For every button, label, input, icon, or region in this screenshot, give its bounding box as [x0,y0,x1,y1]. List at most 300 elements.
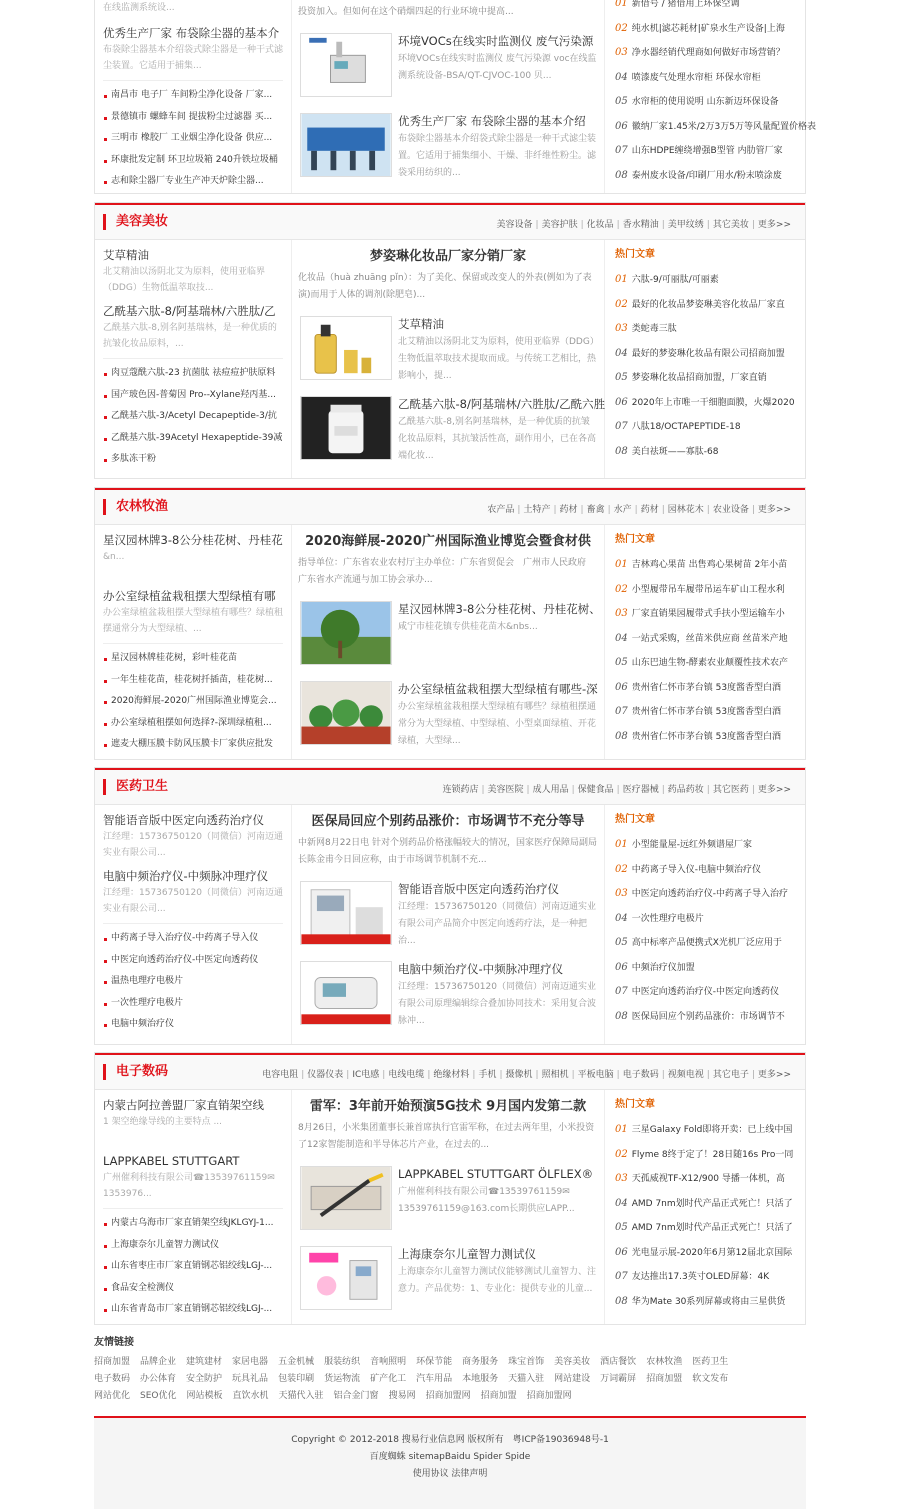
category-section [94,767,806,1045]
hot-list [615,553,797,749]
friend-link[interactable]: 万词霸屏 [600,1374,637,1384]
section-header [95,1053,805,1090]
section-col-right [605,1090,805,1324]
hot-item-text: 天孤威视TF-X12/900 导播一体机，高 [631,1174,785,1184]
hot-item-text: 友达推出17.3英寸OLED屏幕：4K [631,1272,770,1282]
article-title[interactable]: 星汉园林牌3-8公分桂花树、丹桂花树、 [398,602,601,616]
section-title[interactable]: 农林牧渔 [103,499,168,515]
hot-item[interactable] [615,833,797,858]
hot-item[interactable] [615,90,797,115]
section-col-mid [291,240,605,478]
hot-item[interactable] [615,882,797,907]
hot-list [615,1118,797,1314]
hot-item[interactable] [615,115,816,140]
friend-link[interactable]: 农林牧渔 [646,1357,683,1367]
hot-item-text: 新借号 / 猪借用上环保空调 [631,0,740,9]
article-title[interactable]: LAPPKABEL STUTTGART ÖLFLEX® [398,1167,594,1181]
section-nav-link[interactable]: 视频电视 [667,1070,704,1080]
nav-separator: | [607,505,611,515]
article-desc: 上海康奈尔儿童智力测试仪能够测试儿童智力、注意力。产品优势：1、专业化：提供专业的儿童... [398,1267,597,1294]
friend-link[interactable]: 医药卫生 [692,1357,729,1367]
friend-link[interactable]: 软文发布 [692,1374,729,1384]
hot-item[interactable] [615,858,797,883]
hot-item-text: 医保局回应个别药品涨价：市场调节不 [631,1011,785,1022]
hot-item-text: AMD 7nm划时代产品正式死亡！只活了 [631,1198,793,1209]
friend-link[interactable]: 玩具礼品 [232,1374,269,1384]
section-nav-link[interactable]: 电子数码 [622,1070,659,1080]
section-nav-link[interactable]: 绝缘材料 [433,1070,470,1080]
nav-separator: | [301,1070,305,1080]
article-title[interactable]: 电脑中频治疗仪-中频脉冲理疗仪 [103,869,269,883]
friend-link[interactable]: 招商加盟网 [425,1391,471,1401]
section-col-right [605,525,805,759]
list-item[interactable]: 肉豆蔻酰六肽-23 抗菌肽 祛痘痘护肤原料 [103,363,283,385]
section-nav-link[interactable]: 更多>> [757,785,791,795]
article-item[interactable] [298,1164,598,1244]
section-title[interactable]: 医药卫生 [103,779,168,795]
section-title[interactable]: 电子数码 [103,1064,168,1080]
friend-link[interactable]: 搜易网 [388,1391,416,1401]
nav-separator: | [580,505,584,515]
hot-item[interactable] [615,139,797,164]
hot-item[interactable] [615,342,797,367]
section-nav-link[interactable]: 水产 [613,505,632,515]
list-item[interactable]: 南昌市 电子厂 车间粉尘净化设备 厂家... [103,85,283,107]
friend-link[interactable]: 招商加盟 [94,1357,131,1367]
hot-item[interactable] [615,956,797,981]
section-nav-link[interactable]: 其它美妆 [712,220,749,230]
section-nav-link[interactable]: 保健食品 [577,785,614,795]
section-nav-link[interactable]: 农业设备 [712,505,749,515]
hot-item-text: 厂家直销果园履带式手扶小型运输车小 [631,609,785,619]
section-nav-link[interactable]: 药品药妆 [667,785,704,795]
list-item[interactable]: 一年生桂花苗，桂花树扦插苗，桂花树... [103,670,283,692]
section-header [95,488,805,525]
top-col-left [95,0,291,193]
nav-separator: | [346,1070,350,1080]
article-thumbnail[interactable] [300,33,392,97]
friend-link[interactable]: 网站建设 [554,1374,591,1384]
list-item[interactable]: 办公室绿植租摆如何选择?-深圳绿植租... [103,713,283,735]
rank-number: 02 [615,1148,628,1160]
article-list [103,80,283,193]
section-nav-link[interactable]: 摄像机 [505,1070,533,1080]
friend-link[interactable]: 商务服务 [462,1357,499,1367]
nav-separator: | [706,505,710,515]
section-nav-link[interactable]: 电线电缆 [388,1070,425,1080]
article-desc: 1 架空绝缘导线的主要特点 ... [103,1117,223,1127]
article-item[interactable] [298,31,598,111]
article-item[interactable] [298,959,598,1039]
hot-item[interactable] [615,293,797,318]
list-item[interactable]: 景德镇市 螺蜂车间 提拔粉尘过滤器 买... [103,107,283,129]
friend-links [94,1334,806,1405]
section-col-left [95,525,291,759]
hot-item[interactable] [615,1290,797,1315]
section-nav-link[interactable]: 更多>> [757,220,791,230]
article-title[interactable]: 办公室绿植盆栽租摆大型绿植有哪 [103,589,276,603]
article-title[interactable]: 电脑中频治疗仪-中频脉冲理疗仪 [398,962,564,976]
hot-item[interactable] [615,41,797,66]
section-nav-link[interactable]: 美容设备 [496,220,533,230]
nav-separator: | [661,505,665,515]
section-nav-link[interactable]: 美甲纹绣 [667,220,704,230]
section-col-mid [291,525,605,759]
hot-list [615,268,797,464]
article-title[interactable]: 优秀生产厂家 布袋除尘器的基本介绍 [398,114,586,128]
featured-title[interactable]: 梦姿琳化妆品厂家分销厂家 [369,249,526,264]
article-title[interactable]: 艾草精油 [398,317,444,331]
list-item[interactable]: 多肽冻干粉 [103,449,283,471]
featured-title[interactable]: 2020海鲜展-2020广州国际渔业博览会暨食材供 [305,534,591,549]
hot-item[interactable] [615,317,797,342]
hot-item-text: 吉林鸡心果苗 出售鸡心果树苗 2年小苗 [631,560,788,570]
hot-item[interactable] [615,651,797,676]
rank-number: 03 [615,323,628,334]
article-thumbnail[interactable] [300,881,392,945]
article-desc: 广州催利科技有限公司☎13539761159✉1353976... [103,1173,275,1199]
friend-link[interactable]: 环保节能 [416,1357,453,1367]
article-title[interactable]: 内蒙古阿拉善盟厂家直销架空线 [103,1098,264,1112]
rank-number: 04 [615,71,628,83]
article-list [103,923,283,1036]
section-nav-link[interactable]: 连锁药店 [442,785,479,795]
section-nav-link[interactable]: 化妆品 [586,220,614,230]
hot-item-text: 徽纳厂家1.45米/2万3万5万等风量配置价格表 [631,121,816,132]
hot-item[interactable] [615,725,797,750]
rank-number: 04 [615,1197,628,1209]
section-nav-link[interactable]: 美容护肤 [541,220,578,230]
friend-link[interactable]: 铝合金门窗 [333,1391,379,1401]
nav-separator: | [751,785,755,795]
section-nav-link[interactable]: 仪器仪表 [307,1070,344,1080]
article-desc: 办公室绿植盆栽租摆大型绿植有哪些？绿植租摆通常分为大型绿植、... [103,608,284,634]
hot-item[interactable] [615,602,797,627]
category-section [94,202,806,479]
featured-desc: 指导单位：广东省农业农村厅主办单位：广东省贸促会 广州市人民政府 广东省水产流通与加工协会承办... [298,558,596,585]
nav-separator: | [661,785,665,795]
friend-link[interactable]: 招商加盟 [480,1391,517,1401]
list-item[interactable]: 食品安全检测仪 [103,1278,283,1300]
section-nav-link[interactable]: 更多>> [757,505,791,515]
hot-item[interactable] [615,366,797,391]
section-nav-link[interactable]: 更多>> [757,1070,791,1080]
nav-separator: | [706,220,710,230]
list-item[interactable]: 环康批发定制 环卫垃圾箱 240升铁垃圾桶 [103,150,283,172]
hot-item[interactable] [615,1167,797,1192]
friend-link[interactable]: 五金机械 [278,1357,315,1367]
friend-links-row [94,1388,806,1405]
section-nav-link[interactable]: 其它电子 [712,1070,749,1080]
hot-item[interactable] [615,440,797,465]
article-thumbnail[interactable] [300,113,392,177]
list-item[interactable]: 温热电理疗电极片 [103,971,283,993]
friend-link[interactable]: 矿产化工 [370,1374,407,1384]
hot-item-text: 水帘柜的使用说明 山东新迈环保设备 [631,97,779,107]
section-nav-link[interactable]: 照相机 [541,1070,569,1080]
nav-separator: | [517,505,521,515]
article-item[interactable] [298,314,598,394]
friend-link[interactable]: 本地服务 [462,1374,499,1384]
list-item[interactable]: 国产玻色因-普菊因 Pro--Xylane羟丙基... [103,385,283,407]
hot-item-text: 梦姿琳化妆品招商加盟，厂家直销 [631,373,767,383]
friend-link[interactable]: 建筑建材 [186,1357,223,1367]
friend-link[interactable]: SEO优化 [140,1391,177,1401]
hot-item[interactable] [615,1216,797,1241]
article-title[interactable]: 艾草精油 [103,248,149,262]
friend-link[interactable]: 办公体育 [140,1374,177,1384]
nav-separator: | [751,505,755,515]
article-desc: 布袋除尘器基本介绍袋式除尘器是一种干式滤尘装置。它适用于捕集细小、干燥、非纤维性粉尘。滤袋采用纺织的... [398,134,597,178]
hot-item-text: AMD 7nm划时代产品正式死亡！只活了 [631,1223,793,1233]
hot-item-text: 泰州废水设备/印刷厂用水/粉末喷涂废 [631,170,782,181]
list-item[interactable]: 遮麦大棚压膜卡防风压膜卡厂家供应批发 [103,734,283,756]
hot-item-text: 山东巴迪生物-酵素农业颠覆性技术农产 [631,658,788,668]
nav-separator: | [553,505,557,515]
friend-link[interactable]: 货运物流 [324,1374,361,1384]
friend-links-title: 友情链接 [94,1337,134,1348]
article-thumbnail[interactable] [300,601,392,665]
section-nav-link[interactable]: 美容医院 [487,785,524,795]
hot-item-text: 三星Galaxy Fold即将开卖：已上线中国 [631,1125,793,1135]
hot-item[interactable] [615,1265,797,1290]
sitemap-link[interactable]: 百度蜘蛛 sitemapBaidu Spider Spide [369,1452,531,1462]
featured-title[interactable]: 医保局回应个别药品涨价：市场调节不充分等导 [311,814,585,829]
article-item[interactable] [298,679,598,759]
hot-item[interactable] [615,66,797,91]
list-item[interactable]: 中药离子导入治疗仪-中药离子导入仪 [103,928,283,950]
article-desc: 江经理：15736750120（同微信）河南迈通实业有限公司产品简介中医定向透药疗法，是一种把治... [398,902,596,946]
article-desc: 在线监测系统设... [103,3,175,13]
friend-link[interactable]: 招商加盟网 [526,1391,572,1401]
article-item[interactable] [298,879,598,959]
article-title[interactable]: 星汉园林牌3-8公分桂花树、丹桂花 [103,533,283,547]
article-title[interactable]: LAPPKABEL STUTTGART [103,1154,240,1168]
section-nav-link[interactable]: 农产品 [487,505,515,515]
category-section [94,1052,806,1325]
section-nav-link[interactable]: 平板电脑 [577,1070,614,1080]
article-list [103,643,283,756]
rank-number: 06 [615,961,628,973]
article-thumbnail[interactable] [300,396,392,460]
section-nav-link[interactable]: 土特产 [523,505,551,515]
article-item[interactable] [298,111,598,191]
legal-links[interactable]: 使用协议 法律声明 [412,1469,488,1479]
rank-number: 01 [615,274,628,285]
hot-item-text: 中频治疗仪加盟 [631,962,695,973]
hot-item[interactable] [615,415,797,440]
list-item[interactable]: 志和除尘器厂专业生产冲天炉除尘器... [103,171,283,193]
list-item[interactable]: 一次性理疗电极片 [103,993,283,1015]
list-item[interactable]: 内蒙古乌海市厂家直销架空线JKLGYJ-1... [103,1213,283,1235]
list-item[interactable]: 中医定向透药治疗仪-中医定向透药仪 [103,950,283,972]
hot-item[interactable] [615,578,797,603]
article-desc: 江经理：15736750120（同微信）河南迈通实业有限公司原理编辑综合叠加协同技术：采用复合波脉冲... [398,982,597,1026]
hot-item[interactable] [615,1005,797,1030]
rank-number: 08 [615,730,628,742]
friend-link[interactable]: 音响照明 [370,1357,407,1367]
article-title[interactable]: 乙酰基六肽-8/阿基瑞林/六胜肽/乙酰六胜 [398,397,606,411]
article-title[interactable]: 智能语音版中医定向透药治疗仪 [103,813,264,827]
section-nav [262,1067,791,1080]
hot-item[interactable] [615,676,797,701]
article-item[interactable] [298,599,601,679]
article-thumbnail[interactable] [300,1246,392,1310]
hot-item-text: 中医定向透药治疗仪-中药离子导入治疗 [631,889,788,899]
article-desc: 江经理：15736750120（同微信）河南迈通实业有限公司... [103,888,283,914]
article-title[interactable]: 智能语音版中医定向透药治疗仪 [398,882,559,896]
nav-separator: | [526,785,530,795]
friend-link[interactable]: 招商加盟 [646,1374,683,1384]
friend-link[interactable]: 包装印刷 [278,1374,315,1384]
section-nav-link[interactable]: IC电感 [352,1070,380,1080]
rank-number: 07 [615,986,628,997]
hot-item[interactable] [615,1143,797,1168]
nav-separator: | [382,1070,386,1080]
list-item[interactable]: 山东省枣庄市厂家直销钢芯铝绞线LGJ-... [103,1256,283,1278]
rank-number: 01 [615,1124,628,1135]
article-desc: 布袋除尘器基本介绍袋式除尘器是一种干式滤尘装置。它适用于捕集... [103,45,284,71]
hot-item[interactable] [615,268,797,293]
friend-link[interactable]: 家居电器 [232,1357,269,1367]
article-item[interactable] [298,394,606,474]
hot-item-text: 中医定向透药治疗仪-中医定向透药仪 [631,987,779,997]
hot-item[interactable] [615,700,797,725]
rank-number: 06 [615,1246,628,1258]
rank-number: 05 [615,372,628,383]
hot-item[interactable] [615,980,797,1005]
friend-link[interactable]: 酒店餐饮 [600,1357,637,1367]
featured-title[interactable]: 雷军：3年前开始预演5G技术 9月国内发第二款 [309,1099,587,1114]
section-col-mid [291,805,605,1044]
rank-number: 05 [615,96,628,107]
hot-item[interactable] [615,1192,797,1217]
rank-number: 02 [615,22,628,34]
article-title[interactable]: 优秀生产厂家 布袋除尘器的基本介 [103,26,280,40]
article-desc: 广州催利科技有限公司☎13539761159✉13539761159@163.com长期供应LAPP... [398,1187,575,1214]
hot-item[interactable] [615,0,797,17]
article-title[interactable]: 办公室绿植盆栽租摆大型绿植有哪些-深 [398,682,598,696]
hot-item-text: 光电显示展-2020年6月第12届北京国际 [631,1247,793,1258]
friend-link[interactable]: 服装纺织 [324,1357,361,1367]
friend-link[interactable]: 天猫入驻 [508,1374,545,1384]
section-header [95,768,805,805]
hot-item[interactable] [615,1241,797,1266]
friend-link[interactable]: 网站模板 [186,1391,223,1401]
section-nav-link[interactable]: 医疗器械 [622,785,659,795]
friend-link[interactable]: 天猫代入驻 [278,1391,324,1401]
article-title[interactable]: 环境VOCs在线实时监测仪 废气污染源 [398,34,594,48]
rank-number: 02 [615,583,628,595]
section-header [95,203,805,240]
hot-item-text: Flyme 8终于定了！28日随16s Pro一同 [631,1149,794,1160]
rank-number: 06 [615,396,628,408]
rank-number: 07 [615,421,628,432]
section-nav-link[interactable]: 手机 [478,1070,497,1080]
rank-number: 07 [615,145,628,156]
rank-number: 03 [615,888,628,899]
friend-link[interactable]: 汽车用品 [416,1374,453,1384]
hot-item[interactable] [615,1118,797,1143]
hot-item[interactable] [615,17,797,42]
list-item[interactable]: 乙酰基六肽-39Acetyl Hexapeptide-39减 [103,428,283,450]
article-desc: 乙酰基六肽-8,别名阿基瑞林，是一种优质的抗皱化妆品原料，其抗皱活性高，副作用小，已在各高端化妆... [398,417,597,461]
article-thumbnail[interactable] [300,316,392,380]
section-col-left [95,805,291,1044]
nav-separator: | [616,785,620,795]
nav-separator: | [661,220,665,230]
list-item[interactable]: 上海康奈尔儿童智力测试仪 [103,1235,283,1257]
nav-separator: | [472,1070,476,1080]
hot-item[interactable] [615,553,797,578]
section-col-right [605,805,805,1044]
rank-number: 01 [615,559,628,570]
hot-item[interactable] [615,907,797,932]
section-nav-link[interactable]: 园林花木 [667,505,704,515]
rank-number: 03 [615,1173,628,1184]
category-section [94,487,806,760]
hot-item[interactable] [615,164,797,189]
article-desc: 办公室绿植盆栽租摆大型绿植有哪些？绿植租摆通常分为大型绿植、中型绿植、小型桌面绿植、开花绿植，大型绿... [398,702,597,746]
section-nav-link[interactable]: 药材 [559,505,578,515]
article-thumbnail[interactable] [300,961,392,1025]
list-item[interactable]: 三明市 橡胶厂 工业烟尘净化设备 供应... [103,128,283,150]
hot-item-text: 喷漆废气处理水帘柜 环保水帘柜 [631,72,761,83]
friend-link[interactable]: 美容美妆 [554,1357,591,1367]
footer [94,1416,806,1509]
rank-number: 06 [615,120,628,132]
section-nav-link[interactable]: 畜禽 [586,505,605,515]
nav-separator: | [634,505,638,515]
article-title[interactable]: 上海康奈尔儿童智力测试仪 [398,1247,536,1261]
article-desc: &n... [103,552,125,562]
friend-link[interactable]: 网站优化 [94,1391,131,1401]
list-item[interactable]: 电脑中频治疗仪 [103,1014,283,1036]
section-nav-link[interactable]: 其它医药 [712,785,749,795]
section-nav-link[interactable]: 成人用品 [532,785,569,795]
article-title[interactable]: 乙酰基六肽-8/阿基瑞林/六胜肽/乙 [103,304,276,318]
hot-item-text: 华为Mate 30系列屏幕或将由三星供货 [631,1296,786,1307]
friend-link[interactable]: 品牌企业 [140,1357,177,1367]
featured-desc: 化妆品（huà zhuāng pǐn）：为了美化、保留或改变人的外表(例如为了表演)而用于人体的调剂(除肥皂)... [298,273,592,300]
list-item[interactable]: 星汉园林牌桂花树，彩叶桂花苗 [103,648,283,670]
nav-separator: | [580,220,584,230]
friend-link[interactable]: 安全防护 [186,1374,223,1384]
article-thumbnail[interactable] [300,1166,392,1230]
list-item[interactable]: 2020海鲜展-2020广州国际渔业博览会... [103,691,283,713]
hot-item[interactable] [615,391,797,416]
list-item[interactable]: 山东省青岛市厂家直销钢芯铝绞线LGJ-... [103,1299,283,1321]
article-desc: 北艾精油以汤阴北艾为原料，使用亚临界（DDG）生物低温萃取技... [103,267,266,293]
section-title[interactable]: 美容美妆 [103,214,168,230]
article-desc: 江经理：15736750120（同微信）河南迈通实业有限公司... [103,832,283,858]
friend-link[interactable]: 直饮水机 [232,1391,269,1401]
rank-number: 02 [615,863,628,875]
friend-link[interactable]: 珠宝首饰 [508,1357,545,1367]
section-nav-link[interactable]: 香水精油 [622,220,659,230]
section-nav-link[interactable]: 电容电阻 [262,1070,299,1080]
hot-item[interactable] [615,931,797,956]
rank-number: 03 [615,608,628,619]
article-thumbnail[interactable] [300,681,392,745]
friend-link[interactable]: 电子数码 [94,1374,131,1384]
rank-number: 01 [615,839,628,850]
hot-item[interactable] [615,627,797,652]
nav-separator: | [571,785,575,795]
section-nav-link[interactable]: 药材 [640,505,659,515]
list-item[interactable]: 乙酰基六肽-3/Acetyl Decapeptide-3/抗 [103,406,283,428]
article-item[interactable] [298,1244,598,1324]
